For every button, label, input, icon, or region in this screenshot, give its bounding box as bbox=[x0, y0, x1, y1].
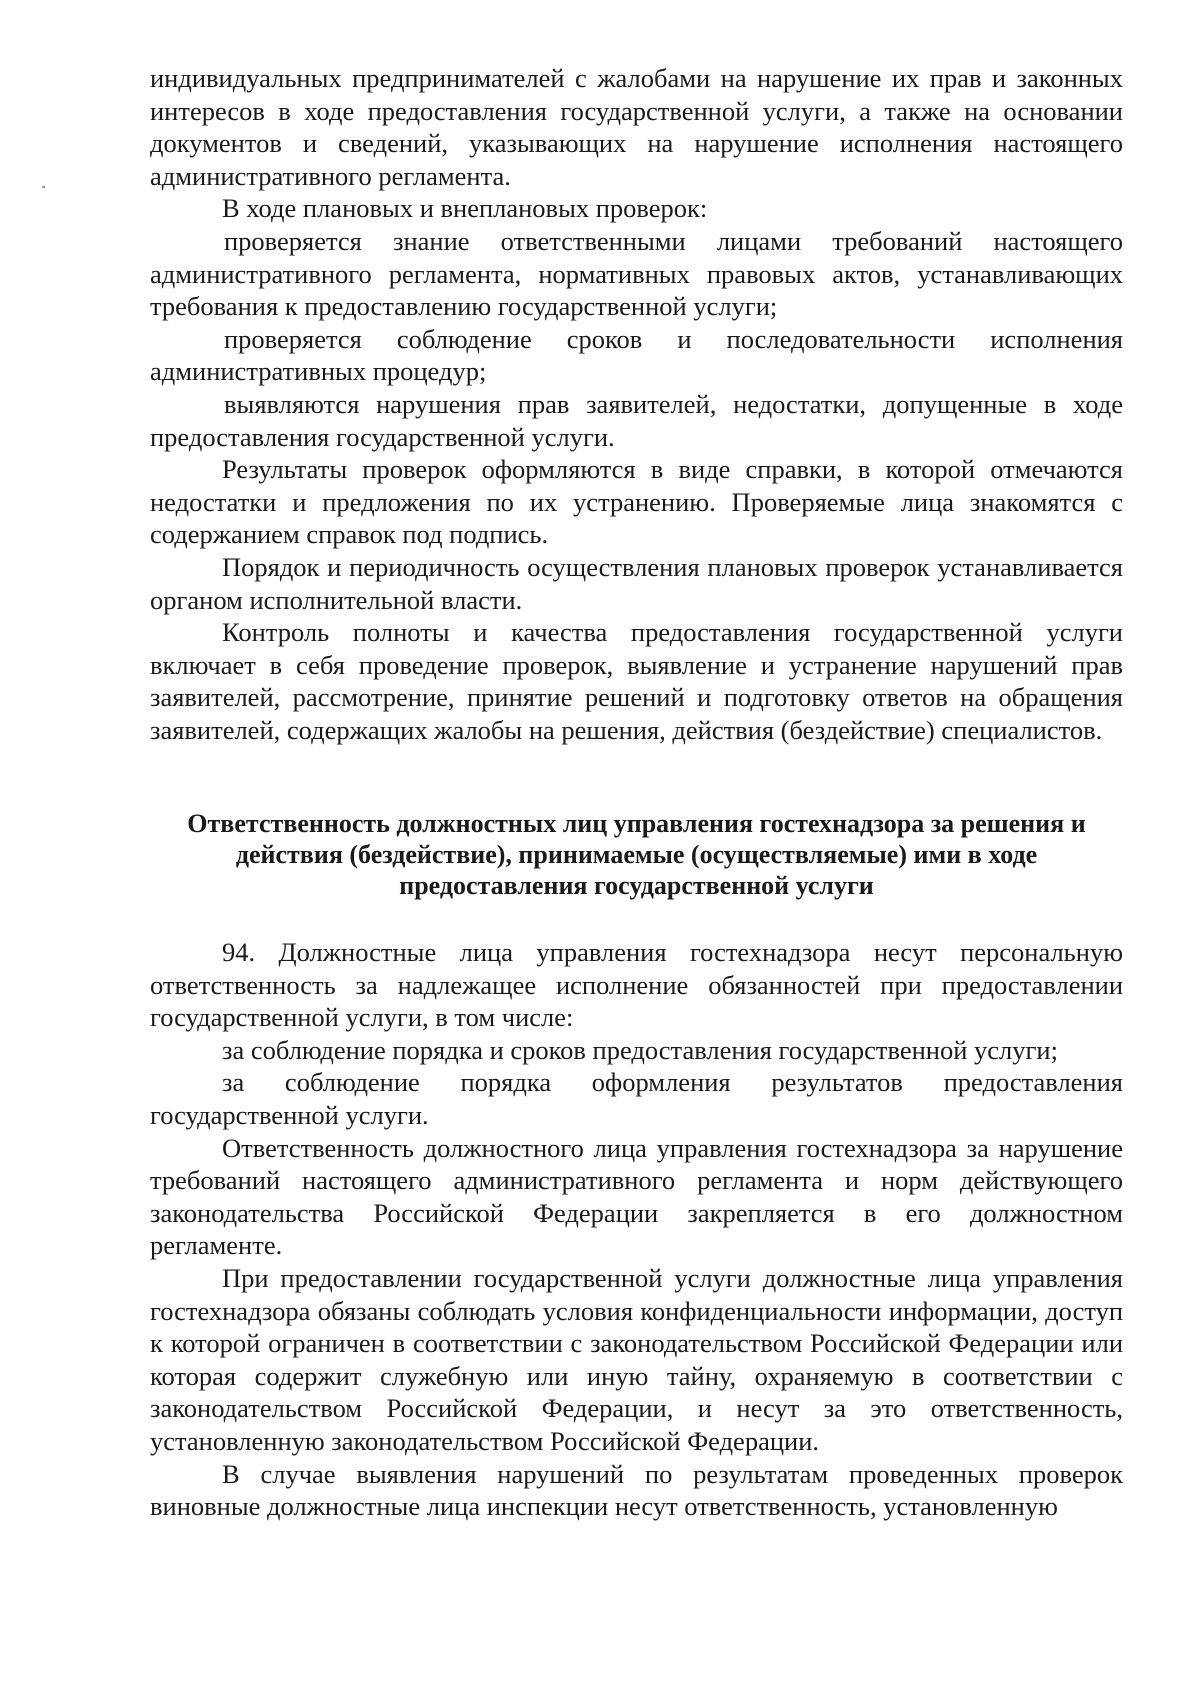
list-item-deadlines-check: проверяется соблюдение сроков и последовательности исполнения административных процедур; bbox=[150, 323, 1123, 387]
scan-artifact-mark bbox=[42, 186, 45, 188]
paragraph-procedure: Порядок и периодичность осуществления плановых проверок устанавливается органом исполнительной власти. bbox=[150, 551, 1123, 615]
paragraph-confidentiality: При предоставлении государственной услуги должностные лица управления гостехнадзора обязаны соблюдать условия конфиденциальности информации, доступ к которой ограничен в соответствии с законодательством Российской Федерации или которая содержит служебную или иную тайну, охраняемую в соответствии с законодательством Российской Федерации, и несут за это ответственность, установленную законодательством Российской Федерации. bbox=[150, 1262, 1123, 1456]
bottom-text-block bbox=[150, 936, 1123, 1523]
list-item-knowledge-check: проверяется знание ответственными лицами требований настоящего административного регламента, нормативных правовых актов, устанавливающих требования к предоставлению государственной услуги; bbox=[150, 225, 1123, 322]
section-heading: Ответственность должностных лиц управления гостехнадзора за решения и действия (бездействие), принимаемые (осуществляемые) ими в ходе предоставления государственной услуги bbox=[187, 809, 1086, 900]
paragraph-violations: В случае выявления нарушений по результатам проведенных проверок виновные должностные лица инспекции несут ответственность, установленную bbox=[150, 1458, 1123, 1522]
list-item-order-deadlines: за соблюдение порядка и сроков предоставления государственной услуги; bbox=[222, 1034, 1058, 1065]
top-text-block bbox=[150, 62, 1123, 746]
paragraph-inspections-intro: В ходе плановых и внеплановых проверок: bbox=[222, 193, 708, 224]
paragraph-94: 94. Должностные лица управления гостехнадзора несут персональную ответственность за надлежащее исполнение обязанностей при предоставлении государственной услуги, в том числе: bbox=[150, 937, 1123, 1033]
list-item-order-results: за соблюдение порядка оформления результатов предоставления государственной услуги. bbox=[150, 1067, 1123, 1130]
list-item-violations: выявляются нарушения прав заявителей, недостатки, допущенные в ходе предоставления государственной услуги. bbox=[150, 388, 1123, 452]
paragraph-results: Результаты проверок оформляются в виде справки, в которой отмечаются недостатки и предложения по их устранению. Проверяемые лица знакомятся с содержанием справок под подпись. bbox=[150, 454, 1123, 550]
paragraph-responsibility: Ответственность должностного лица управления гостехнадзора за нарушение требований настоящего административного регламента и норм действующего законодательства Российской Федерации закрепляется в его должностном регламенте. bbox=[150, 1132, 1123, 1261]
paragraph-control: Контроль полноты и качества предоставления государственной услуги включает в себя проведение проверок, выявление и устранение нарушений прав заявителей, рассмотрение, принятие решений и подготовку ответов на обращения заявителей, содержащих жалобы на решения, действия (бездействие) специалистов. bbox=[150, 617, 1123, 745]
paragraph-continuation: индивидуальных предпринимателей с жалобами на нарушение их прав и законных интересов в ходе предоставления государственной услуги, а также на основании документов и сведений, указывающих на нарушение исполнения настоящего административного регламента. bbox=[150, 63, 1123, 191]
